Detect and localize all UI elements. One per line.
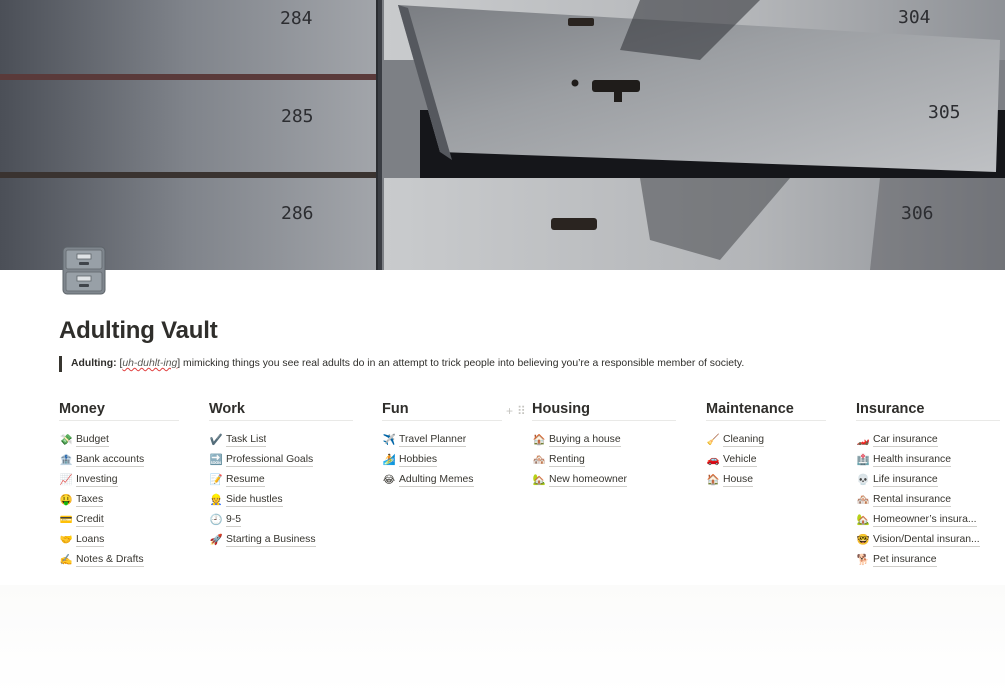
page-link[interactable]: Side hustles [226,494,283,505]
hospital-icon: 🏥 [856,453,870,466]
safe-deposit-boxes-illustration [0,0,1005,270]
list-item[interactable] [59,530,179,550]
add-block-icon[interactable]: + [506,404,514,418]
column-housing [532,400,676,490]
airplane-icon: ✈️ [382,433,396,446]
check-mark-icon: ✔️ [209,433,223,446]
page-link[interactable]: Rental insurance [873,494,951,505]
page-link[interactable]: Task List [226,434,267,445]
page-link[interactable]: Car insurance [873,434,938,445]
page-footer-area [0,585,1005,695]
list-item[interactable] [856,430,1000,450]
list-item[interactable] [856,490,1000,510]
money-mouth-face-icon: 🤑 [59,493,73,506]
page-link[interactable]: House [723,474,754,485]
page-link[interactable]: Life insurance [873,474,938,485]
list-item[interactable] [209,470,353,490]
house-with-garden-icon: 🏡 [532,473,546,486]
page-link[interactable]: Health insurance [873,454,951,465]
page-link[interactable]: Vision/Dental insuran... [873,534,980,545]
page-link[interactable]: Loans [76,534,105,545]
page-link[interactable]: Vehicle [723,454,757,465]
column-insurance [856,400,1000,570]
page-link[interactable]: New homeowner [549,474,627,485]
list-item[interactable] [59,470,179,490]
list-item[interactable] [209,450,353,470]
quote-term: Adulting: [71,358,117,369]
list-item[interactable] [209,530,353,550]
page-link[interactable]: Starting a Business [226,534,316,545]
column-title[interactable]: Housing [532,400,676,421]
column-title[interactable]: Maintenance [706,400,826,421]
chart-increasing-icon: 📈 [59,473,73,486]
broom-icon: 🧹 [706,433,720,446]
skull-icon: 💀 [856,473,870,486]
house-icon: 🏠 [532,433,546,446]
box-number-286: 286 [281,203,314,224]
page-link[interactable]: Credit [76,514,104,525]
page-link[interactable]: Taxes [76,494,104,505]
list-item[interactable] [856,470,1000,490]
rocket-icon: 🚀 [209,533,223,546]
list-item[interactable] [209,510,353,530]
column-title[interactable]: Money [59,400,179,421]
list-item[interactable] [59,550,179,570]
column-title[interactable]: Insurance [856,400,1000,421]
box-number-305: 305 [928,102,961,123]
list-item[interactable] [382,450,502,470]
memo-icon: 📝 [209,473,223,486]
construction-worker-icon: 👷 [209,493,223,506]
car-icon: 🚗 [706,453,720,466]
page-link[interactable]: Renting [549,454,585,465]
box-number-304: 304 [898,7,931,28]
list-item[interactable] [856,450,1000,470]
page-link[interactable]: Buying a house [549,434,621,445]
page-link[interactable]: Notes & Drafts [76,554,144,565]
page-link[interactable]: Professional Goals [226,454,314,465]
quote-pronunciation [119,358,180,369]
column-title[interactable]: Work [209,400,353,421]
page-link[interactable]: 9-5 [226,514,242,525]
bank-icon: 🏦 [59,453,73,466]
page-link[interactable]: Pet insurance [873,554,937,565]
list-item[interactable] [706,470,826,490]
column-work [209,400,353,550]
definition-quote[interactable] [59,356,744,372]
houses-icon: 🏘️ [856,493,870,506]
race-car-icon: 🏎️ [856,433,870,446]
box-number-306: 306 [901,203,934,224]
quote-definition: mimicking things you see real adults do in an attempt to trick people into believing you’re a responsible member of society. [183,358,745,369]
list-item[interactable] [209,430,353,450]
column-title[interactable]: Fun [382,400,502,421]
quote-pronunciation-text: uh-duhlt-ing [122,358,178,369]
cover-image[interactable] [0,0,1005,270]
column-money [59,400,179,570]
page-link[interactable]: Budget [76,434,109,445]
page-link[interactable]: Cleaning [723,434,765,445]
list-item[interactable] [532,430,676,450]
list-item[interactable] [706,450,826,470]
list-item[interactable] [209,490,353,510]
list-item[interactable] [856,510,1000,530]
box-number-284: 284 [280,8,313,29]
list-item[interactable] [59,430,179,450]
drag-handle-icon[interactable]: ⠿ [517,404,526,418]
page-title[interactable]: Adulting Vault [59,317,218,344]
page-link[interactable]: Travel Planner [399,434,467,445]
house-with-garden-icon: 🏡 [856,513,870,526]
quote-open-bracket: [ [119,358,123,369]
list-item[interactable] [532,450,676,470]
list-item[interactable] [382,470,502,490]
dog-icon: 🐕 [856,553,870,566]
nerd-face-icon: 🤓 [856,533,870,546]
list-item[interactable] [382,430,502,450]
page-link[interactable]: Resume [226,474,265,485]
house-icon: 🏠 [706,473,720,486]
list-item[interactable] [706,430,826,450]
money-with-wings-icon: 💸 [59,433,73,446]
list-item[interactable] [856,550,1000,570]
list-item[interactable] [59,510,179,530]
block-handle[interactable] [506,404,526,418]
writing-hand-icon: ✍️ [59,553,73,566]
list-item[interactable] [532,470,676,490]
clock-icon: 🕘 [209,513,223,526]
page-link[interactable]: Adulting Memes [399,474,474,485]
column-fun [382,400,502,490]
handshake-icon: 🤝 [59,533,73,546]
list-item[interactable] [59,490,179,510]
list-item[interactable] [59,450,179,470]
soon-arrow-icon: 🔜 [209,453,223,466]
quote-close-bracket: ] [177,358,181,369]
page-link[interactable]: Bank accounts [76,454,145,465]
laughing-face-icon: 😂 [382,473,396,486]
list-item[interactable] [856,530,1000,550]
houses-icon: 🏘️ [532,453,546,466]
box-number-285: 285 [281,106,314,127]
file-cabinet-icon[interactable] [62,246,106,296]
page-link[interactable]: Hobbies [399,454,438,465]
credit-card-icon: 💳 [59,513,73,526]
surfer-icon: 🏄 [382,453,396,466]
page-link[interactable]: Homeowner’s insura... [873,514,977,525]
page-link[interactable]: Investing [76,474,118,485]
column-maintenance [706,400,826,490]
